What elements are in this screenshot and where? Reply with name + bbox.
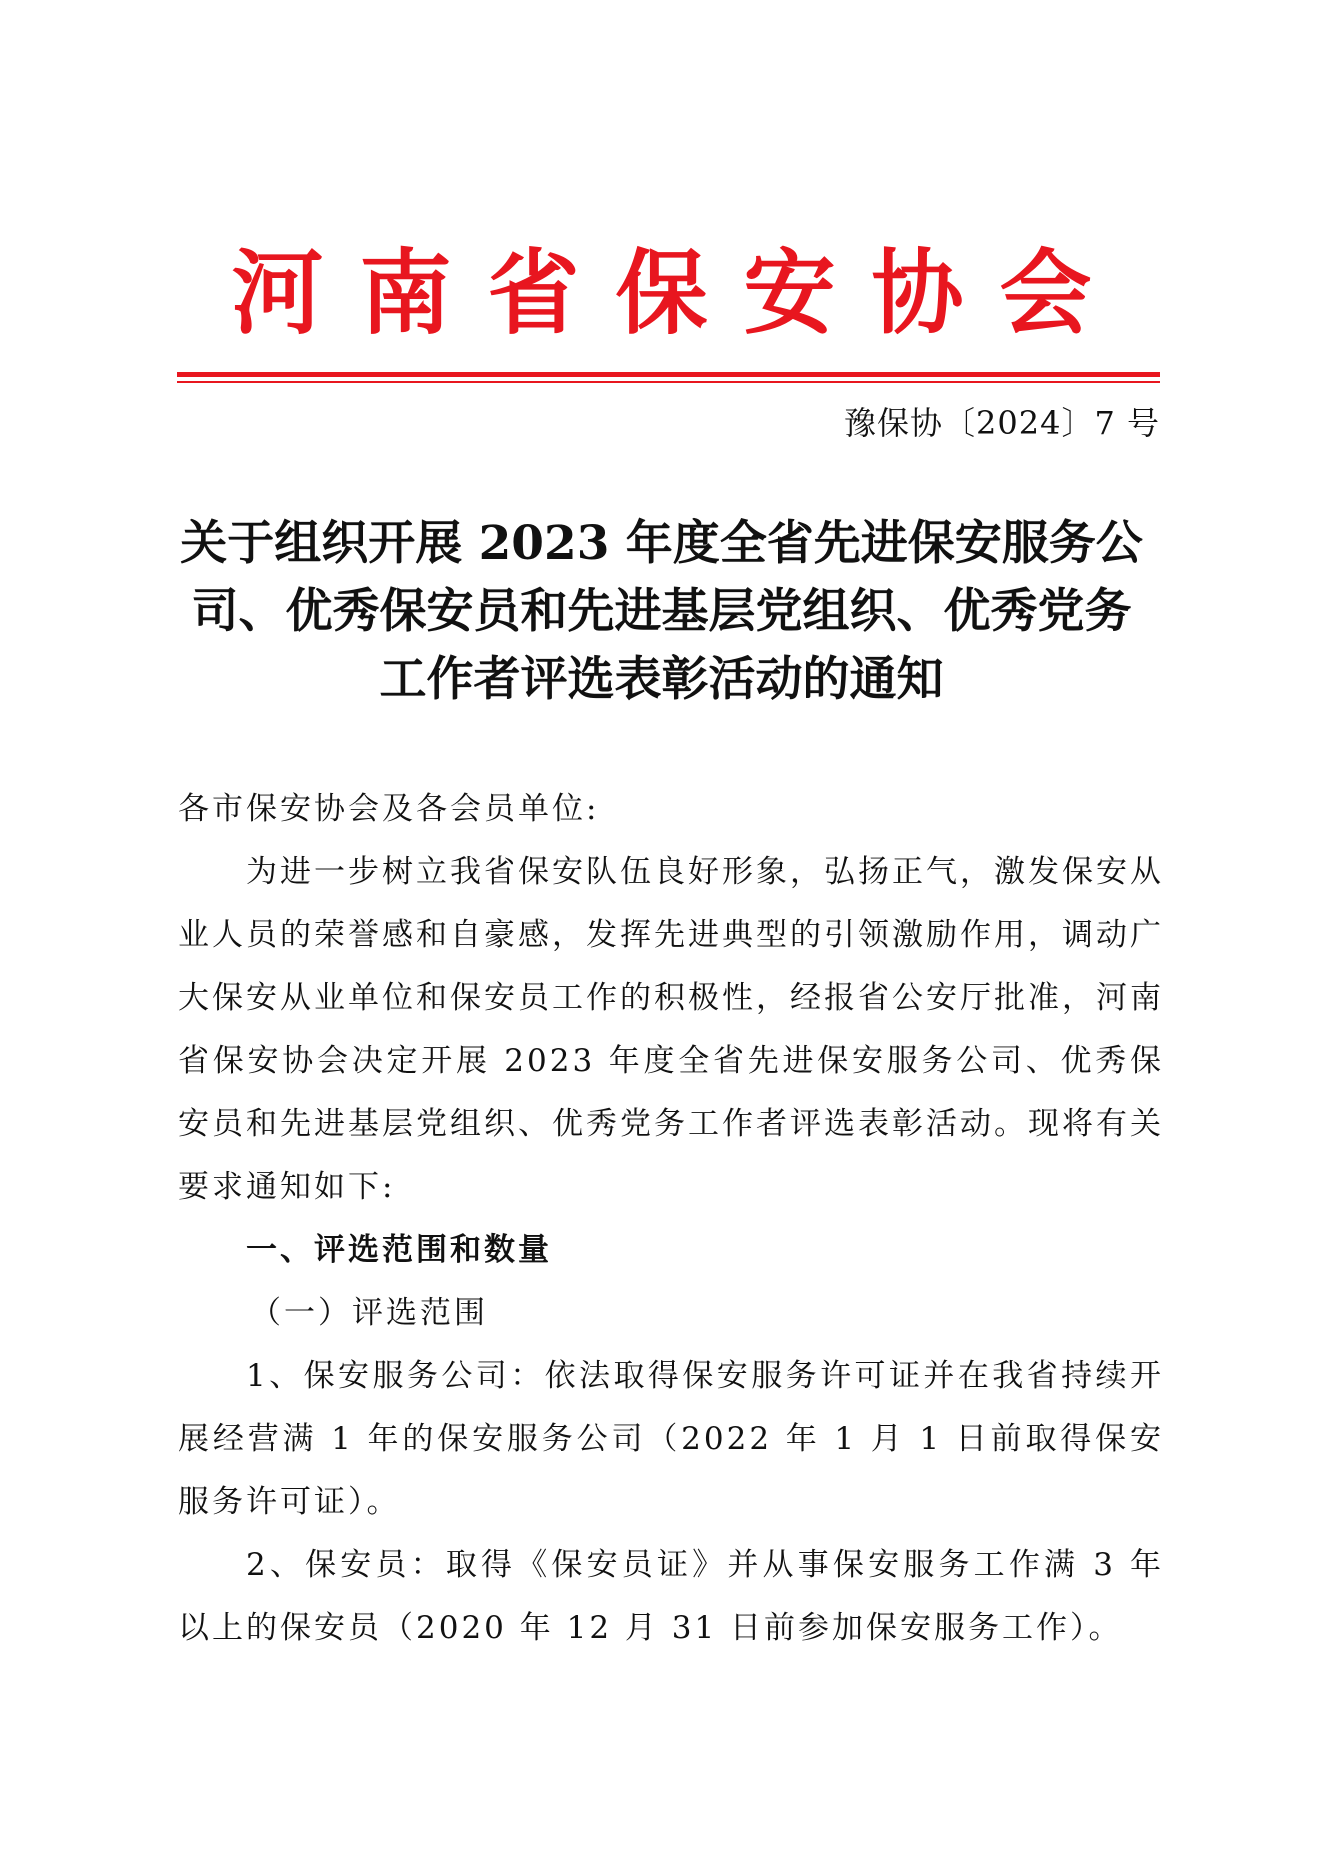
document-number: 豫保协〔2024〕7 号 xyxy=(844,404,1160,442)
org-letterhead-title: 河南省保安协会 xyxy=(231,239,1128,347)
scope-item-1: 1、保安服务公司：依法取得保安服务许可证并在我省持续开展经营满 1 年的保安服务公司（2022 年 1 月 1 日前取得保安服务许可证）。 xyxy=(178,1358,1164,1520)
notice-body xyxy=(178,778,1164,1660)
scope-item-2: 2、保安员：取得《保安员证》并从事保安服务工作满 3 年以上的保安员（2020 年 12 月 31 日前参加保安服务工作）。 xyxy=(178,1547,1164,1646)
section-heading-1: 一、评选范围和数量 xyxy=(246,1232,552,1268)
subsection-heading-1: （一）评选范围 xyxy=(250,1295,488,1331)
intro-paragraph: 为进一步树立我省保安队伍良好形象，弘扬正气，激发保安从业人员的荣誉感和自豪感，发挥先进典型的引领激励作用，调动广大保安从业单位和保安员工作的积极性，经报省公安厅批准，河南省保安协会决定开展 2023 年度全省先进保安服务公司、优秀保安员和先进基层党组织、优秀党务工作者评选表彰活动。现将有关要求通知如下: xyxy=(178,854,1164,1205)
letterhead-red-rule-thin xyxy=(177,381,1160,383)
notice-title-line-3: 工作者评选表彰活动的通知 xyxy=(379,652,944,707)
letterhead-red-rule-thick xyxy=(177,372,1160,377)
notice-title xyxy=(170,510,1153,714)
salutation: 各市保安协会及各会员单位: xyxy=(178,791,600,827)
notice-title-line-2: 司、优秀保安员和先进基层党组织、优秀党务 xyxy=(191,584,1132,639)
notice-title-line-1: 关于组织开展 2023 年度全省先进保安服务公 xyxy=(180,516,1143,571)
